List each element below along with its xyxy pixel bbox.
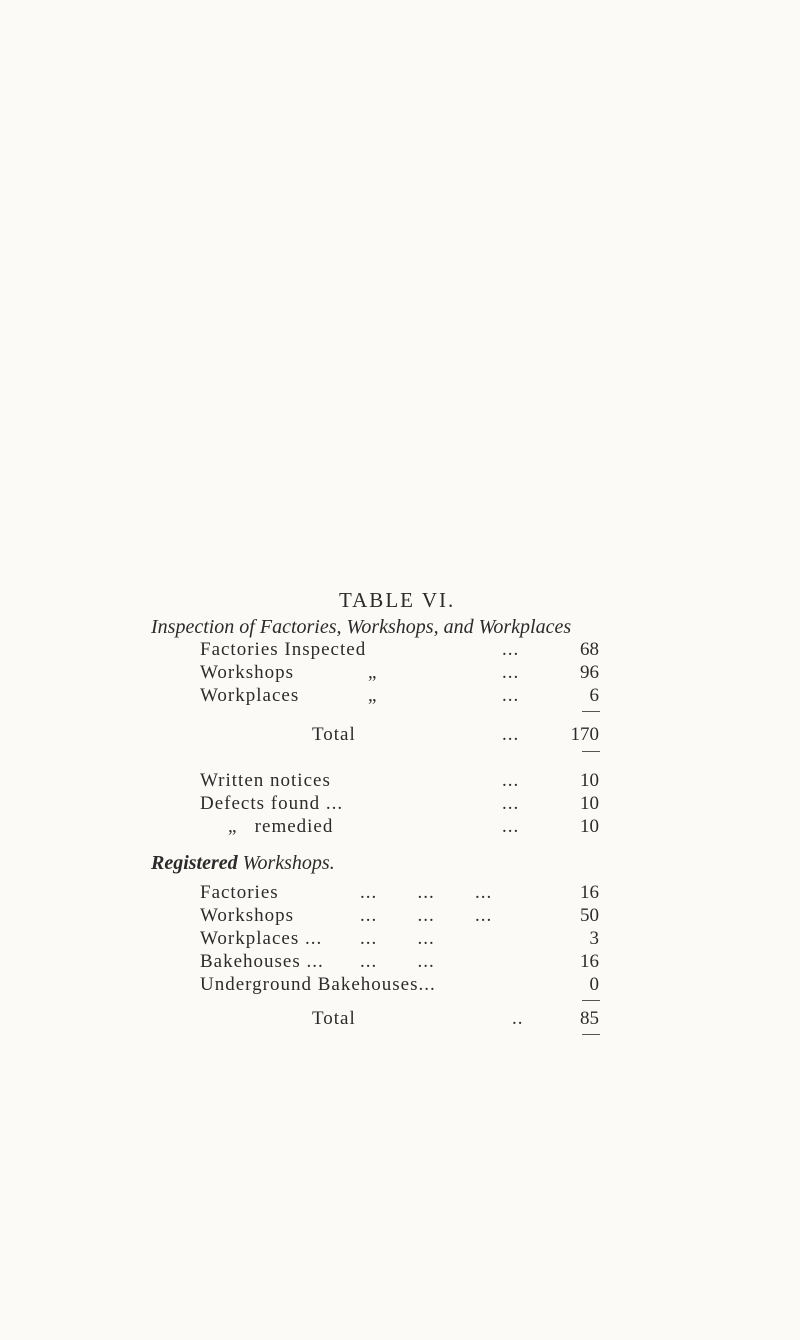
total-rule [582, 751, 600, 752]
row-workplaces-value: 6 [589, 685, 599, 706]
row-reg-workshops-dots: ... ... ... [360, 905, 493, 926]
row-workshops-label: Workshops [200, 662, 295, 683]
row-workshops-value: 96 [580, 662, 599, 683]
row-workplaces-label: Workplaces [200, 685, 300, 706]
row-reg-workplaces-value: 3 [589, 928, 599, 949]
registered-heading [151, 852, 335, 875]
registered-total-rule [582, 1034, 600, 1035]
registered-total-value: 85 [580, 1008, 599, 1029]
row-defects-found-label: Defects found ... [200, 793, 344, 814]
row-reg-underground-bakehouses-label: Underground Bakehouses... [200, 974, 436, 995]
row-written-notices-value: 10 [580, 770, 599, 791]
row-reg-workshops-label: Workshops [200, 905, 295, 926]
row-factories-inspected-label: Factories Inspected [200, 639, 367, 660]
row-workshops-ditto: „ [368, 662, 378, 683]
row-written-notices-label: Written notices [200, 770, 331, 791]
row-workplaces-ditto: „ [368, 685, 378, 706]
registered-subtotal-rule [582, 1000, 600, 1001]
row-reg-workplaces-label: Workplaces ... [200, 928, 323, 949]
row-defects-found-value: 10 [580, 793, 599, 814]
registered-total-label: Total [312, 1008, 356, 1029]
row-reg-factories-dots: ... ... ... [360, 882, 493, 903]
row-reg-bakehouses-label: Bakehouses ... [200, 951, 324, 972]
row-reg-factories-label: Factories [200, 882, 279, 903]
row-defects-remedied-value: 10 [580, 816, 599, 837]
row-defects-remedied-label: „ remedied [228, 816, 334, 837]
row-reg-bakehouses-dots: ... ... [360, 951, 435, 972]
registered-total-dots: .. [512, 1008, 524, 1029]
row-reg-workplaces-dots: ... ... [360, 928, 435, 949]
row-reg-workshops-value: 50 [580, 905, 599, 926]
inspection-total-value: 170 [570, 724, 599, 745]
registered-heading-bold: Registered [151, 852, 238, 874]
row-factories-inspected-value: 68 [580, 639, 599, 660]
row-reg-underground-bakehouses-value: 0 [589, 974, 599, 995]
row-factories-inspected-dots: ... [502, 639, 520, 660]
row-defects-remedied-dots: ... [502, 816, 520, 837]
row-workshops-dots: ... [502, 662, 520, 683]
table-title: TABLE VI. [339, 588, 456, 612]
row-workplaces-dots: ... [502, 685, 520, 706]
inspection-heading: Inspection of Factories, Workshops, and Workplaces [151, 616, 572, 638]
row-reg-factories-value: 16 [580, 882, 599, 903]
inspection-total-label: Total [312, 724, 356, 745]
row-defects-found-dots: ... [502, 793, 520, 814]
row-reg-bakehouses-value: 16 [580, 951, 599, 972]
inspection-total-dots: ... [502, 724, 520, 745]
subtotal-rule [582, 711, 600, 712]
row-written-notices-dots: ... [502, 770, 520, 791]
registered-heading-rest: Workshops. [237, 852, 335, 874]
